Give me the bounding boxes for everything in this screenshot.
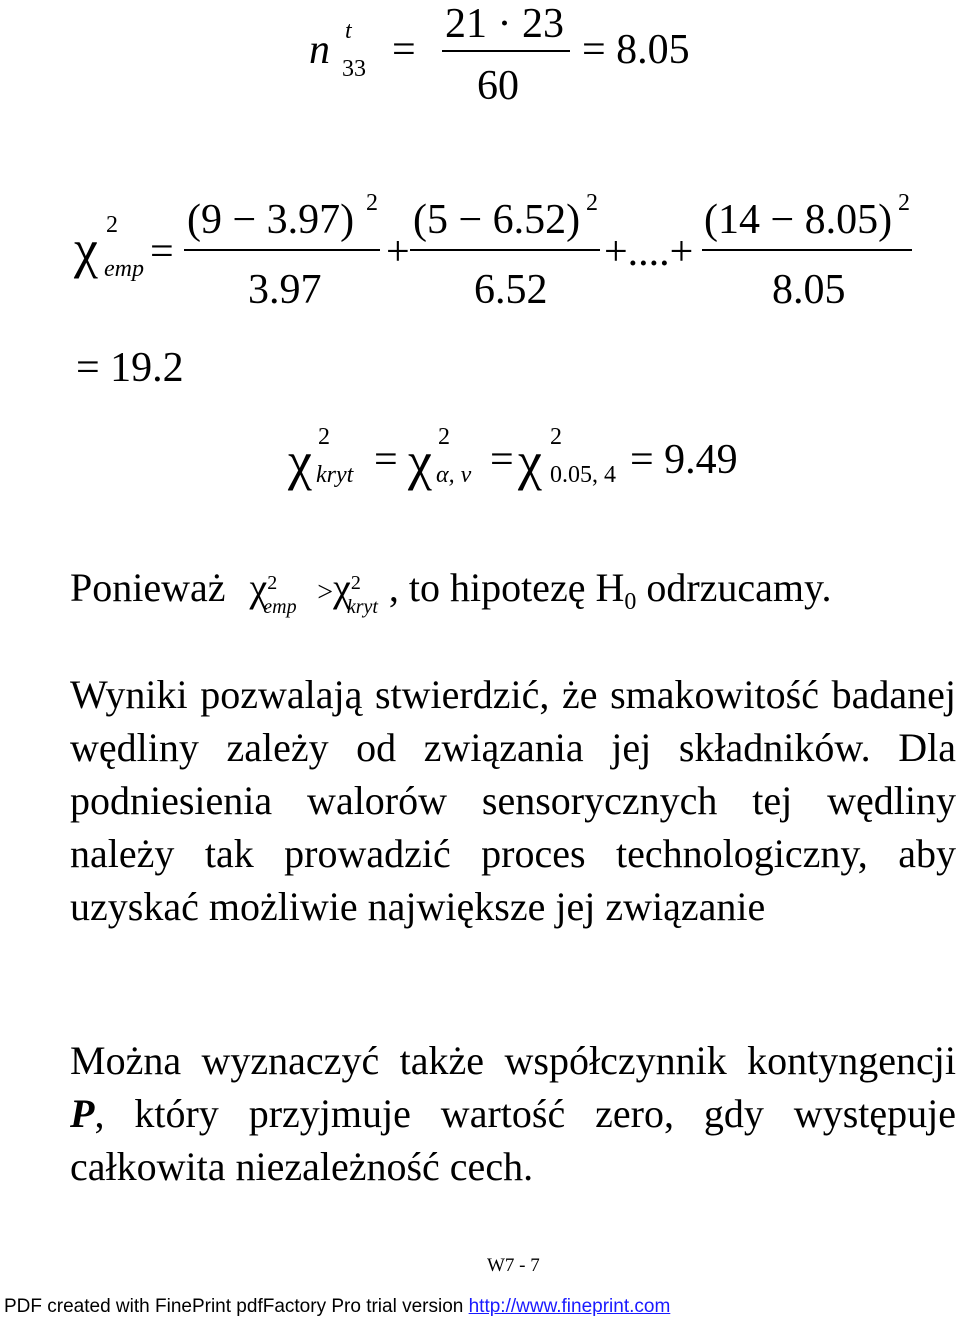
kryt-subscript: kryt	[316, 462, 354, 488]
term2-square: 2	[586, 190, 598, 216]
conclusion-suffix: , to hipotezę H	[388, 565, 625, 610]
equals-sign: =	[150, 229, 174, 275]
term3-numerator: (14 − 8.05)	[704, 197, 893, 243]
footer-text: PDF created with FinePrint pdfFactory Pro trial version	[4, 1296, 469, 1317]
chi-symbol: χ	[288, 431, 312, 491]
page-number: W7 - 7	[487, 1255, 540, 1276]
term2-denominator: 6.52	[474, 267, 548, 313]
term3-denominator: 8.05	[772, 267, 846, 313]
term2-fraction-bar	[410, 249, 600, 251]
contingency-symbol: P	[70, 1091, 95, 1136]
equals-sign: =	[490, 437, 514, 483]
equals-sign: =	[374, 437, 398, 483]
chi-superscript: 2	[318, 424, 330, 450]
footer-link[interactable]: http://www.fineprint.com	[468, 1296, 671, 1317]
chi-kryt-scripts	[346, 572, 385, 618]
h0-subscript: 0	[624, 589, 637, 615]
fraction-numerator: 21 · 23	[445, 1, 564, 47]
n-superscript: t	[345, 18, 352, 44]
equals-sign: =	[392, 27, 416, 73]
paragraph-results: Wyniki pozwalają stwierdzić, że smakowitość badanej wędliny zależy od związania jej składników. Dla podniesienia walorów sensorycznych tej wędliny należy tak prowadzić proces technologiczny, aby uzyskać możliwie największe jej związanie	[70, 672, 956, 929]
conclusion-prefix: Ponieważ	[70, 565, 226, 610]
chi-superscript: 2	[106, 212, 118, 238]
term3-square: 2	[898, 190, 910, 216]
chi-superscript: 2	[267, 572, 278, 594]
chi-symbol: χ	[408, 431, 432, 491]
n-subscript: 33	[342, 56, 366, 82]
chi-subscript: emp	[104, 256, 144, 282]
chi-symbol: χ	[518, 431, 542, 491]
paragraph-contingency	[70, 1034, 956, 1193]
kryt-subscript: kryt	[346, 596, 378, 618]
plus-sign: +	[386, 229, 410, 275]
chi-emp-scripts	[263, 572, 297, 618]
pdf-footer	[4, 1296, 670, 1318]
ellipsis-sum: +....+	[604, 229, 694, 275]
paragraph-text-before: Można wyznaczyć także współczynnik kontyngencji	[70, 1038, 956, 1083]
fraction-bar	[442, 50, 570, 52]
fraction-denominator: 60	[477, 63, 519, 109]
chi-symbol: χ	[333, 565, 351, 610]
chi-symbol: χ	[249, 565, 268, 610]
term1-fraction-bar	[184, 249, 380, 251]
n-symbol: n	[309, 27, 330, 73]
result-value: = 8.05	[582, 27, 690, 73]
greater-than: >	[317, 577, 334, 608]
term3-fraction-bar	[702, 249, 912, 251]
term1-square: 2	[366, 190, 378, 216]
term2-numerator: (5 − 6.52)	[413, 197, 581, 243]
alpha-v-subscript: α, v	[436, 462, 472, 488]
conclusion-line	[70, 560, 831, 622]
term1-numerator: (9 − 3.97)	[187, 197, 355, 243]
term1-denominator: 3.97	[248, 267, 322, 313]
emp-subscript: emp	[263, 596, 297, 618]
conclusion-end: odrzucamy.	[636, 565, 832, 610]
chi-superscript: 2	[438, 424, 450, 450]
paragraph-text-after: , który przyjmuje wartość zero, gdy występuje całkowita niezależność cech.	[70, 1091, 956, 1189]
alpha-value-subscript: 0.05, 4	[550, 462, 616, 488]
chi-superscript: 2	[550, 424, 562, 450]
chi-symbol: χ	[74, 219, 98, 279]
chi-kryt-result: = 9.49	[630, 437, 738, 483]
chi-superscript: 2	[350, 572, 361, 594]
chi-emp-result: = 19.2	[76, 345, 184, 391]
